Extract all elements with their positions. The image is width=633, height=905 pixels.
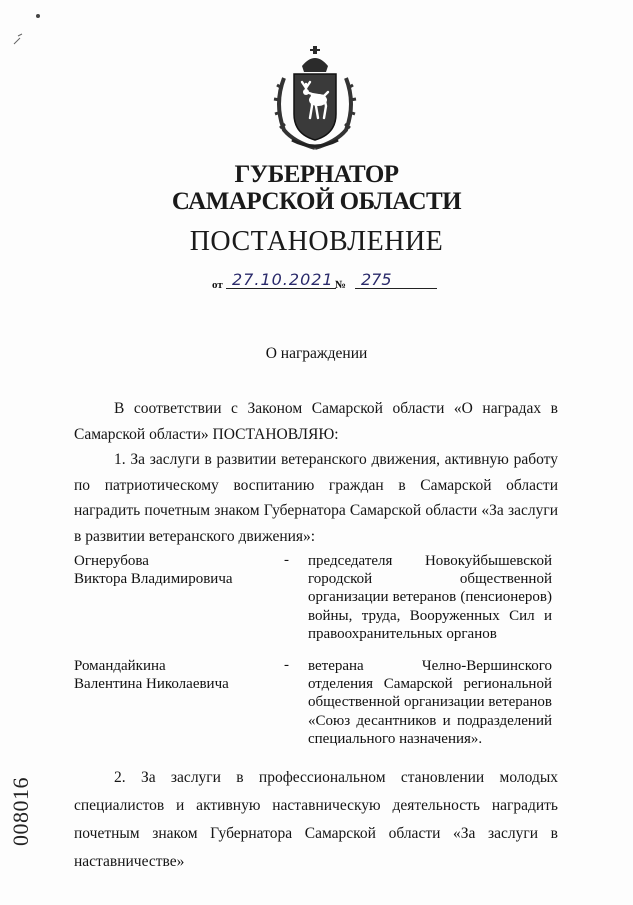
side-serial-number: 008016	[8, 777, 33, 846]
document-subject: О награждении	[265, 345, 368, 362]
item2-paragraph: 2. За заслуги в профессиональном становлении молодых специалистов и активную наставническую деятельность наградить почетным знаком Губернатора Самарской области «За заслуги в наставничестве»	[74, 769, 558, 870]
number-label: №	[335, 279, 347, 291]
handwritten-date: 27.10.2021	[226, 270, 336, 289]
scan-mark-icon	[12, 32, 26, 46]
awardee-name	[74, 657, 274, 693]
awardee-surname: Огнерубова	[74, 553, 149, 569]
awardee-description: ветерана Челно-Вершинского отделения Самарской региональной общественной организации ветеранов «Союз десантников и подразделений специального назначения».	[308, 658, 552, 747]
awardee-given-name: Валентина Николаевича	[74, 676, 229, 693]
awardee-description: председателя Новокуйбышевской городской общественной организации ветеранов (пенсионеров) войны, труда, Вооруженных Сил и правоохранительных органов	[308, 553, 552, 642]
date-label: от	[212, 279, 223, 291]
issuer-title-line2: САМАРСКОЙ ОБЛАСТИ	[171, 188, 462, 215]
awardee-surname: Ромaндайкина	[74, 658, 166, 674]
awardee-dash: -	[284, 657, 289, 673]
handwritten-number: 275	[355, 270, 437, 289]
date-number-line	[212, 272, 442, 294]
awardee-given-name: Виктора Владимировича	[74, 571, 233, 588]
awardee-name	[74, 552, 274, 588]
coat-of-arms-emblem	[272, 44, 358, 152]
issuer-title-line1: ГУБЕРНАТОР	[234, 161, 399, 188]
item1-paragraph: 1. За заслуги в развитии ветеранского движения, активную работу по патриотическому воспитанию граждан в Самарской области наградить почетным знаком Губернатора Самарской области «За заслуги в развитии ветеранского движения»:	[74, 451, 558, 545]
intro-paragraph: В соответствии с Законом Самарской области «О наградах в Самарской области» ПОСТАНОВЛЯЮ:	[74, 400, 558, 443]
scan-dot	[36, 14, 40, 18]
document-type-heading: ПОСТАНОВЛЕНИЕ	[189, 226, 444, 257]
awardee-dash: -	[284, 552, 289, 568]
